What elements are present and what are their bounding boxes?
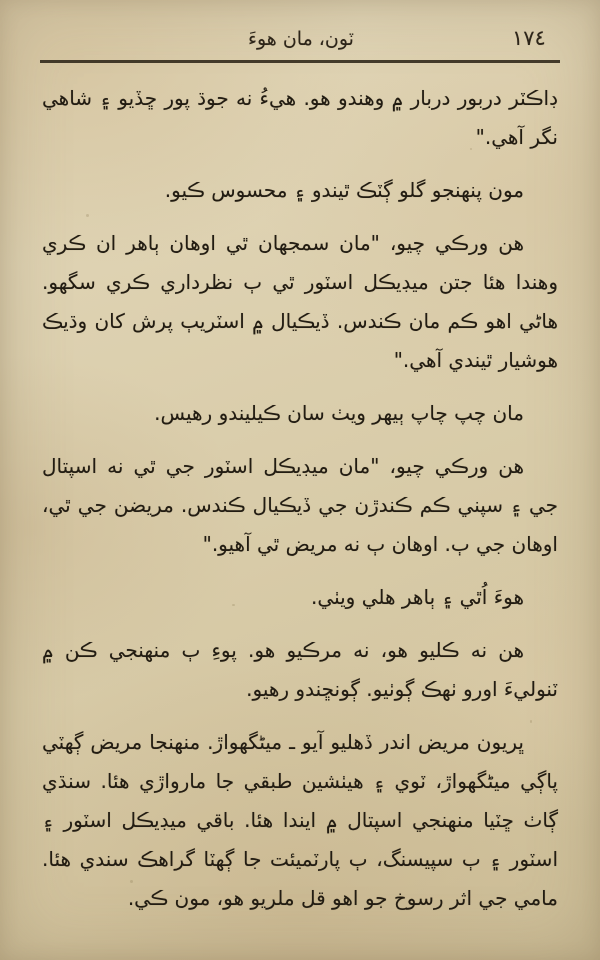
paragraph: هن نه ڪليو هو، نه مرڪيو هو. پوءِ ٻ منهنجي ڪن ۾ ٽنوليءَ اورو ٺهڪ ڳوٺيو. ڳونڇندو رهيو. — [42, 638, 558, 701]
paragraph: مون پنهنجو گلو ڳٽڪ ٿيندو ۽ محسوس ڪيو. — [164, 178, 524, 202]
paragraph: هوءَ اُٿي ۽ ٻاهر هلي ويٺي. — [311, 585, 524, 609]
paragraph: ڀريون مريض اندر ڏهليو آيو ـ ميڻگهواڙ. منهنجا مريض ڳهٽي پاڳي ميڻگهواڙ، ٽوي ۽ هيٺشين طبقي جا مارواڙي هئا. سنڌي ڳاٺ ڇٽيا منهنجي اسپتال ۾ ايندا هئا. باقي ميڊيڪل اسٽور ۽ اسٽور ۽ ٻ سپيسنگ، ٻ پارٽميئت جا ڳهٽا گراهڪ سندي هئا. مامي جي اثر رسوخ جو اهو قل ملريو هو، مون ڪي. — [42, 730, 558, 910]
paragraph: هن ورڪي چيو، "مان سمجهان ٿي اوهان ٻاهر ان ڪري وهندا هئا جتن ميڊيڪل اسٽور ٿي ٻ نظرداري ڪري سگهو. هاڻي اهو ڪم مان ڪندس. ڏيڪيال ۾ اسٽريٻ پرش کان وڌيڪ هوشيار ٿيندي آهي." — [42, 231, 558, 372]
page-header — [38, 26, 562, 50]
paragraph: مان چپ چاپ ٻيهر ويٺ سان ڪيليندو رهيس. — [154, 401, 524, 425]
running-title: ٽون، مان هوءَ — [248, 28, 354, 50]
page-number: ١٧٤ — [512, 26, 546, 50]
header-rule — [40, 60, 560, 63]
body-text — [38, 79, 562, 918]
paragraph: ڊاڪٽر دربور دربار ۾ وهندو هو. هيءُ نه جوڌ پور ڇڏيو ۽ شاهي نگر آهي." — [42, 86, 558, 149]
paragraph: هن ورڪي چيو، "مان ميڊيڪل اسٽور جي ٿي نه اسپتال جي ۽ سپني ڪم ڪندڙن جي ڏيڪيال ڪندس. مريضن جي ٿي، اوهان جي ٻ. اوهان ٻ نه مريض ٿي آهيو." — [42, 454, 558, 556]
